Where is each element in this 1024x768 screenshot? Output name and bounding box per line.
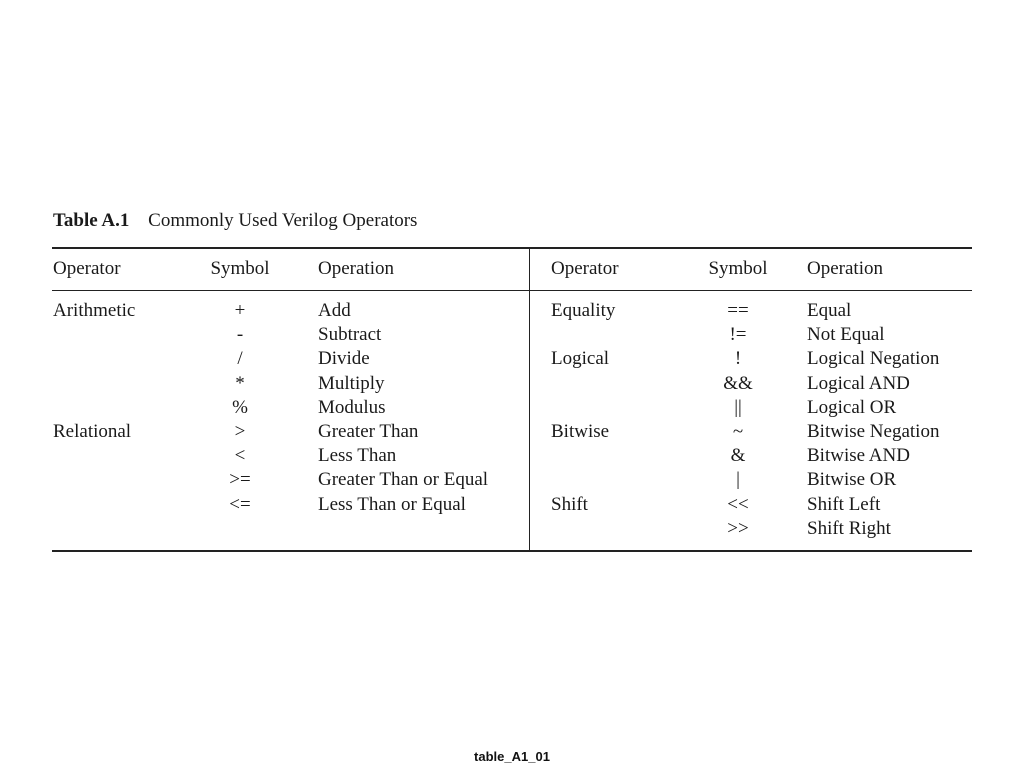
operator-symbol-cell: < <box>234 445 246 466</box>
operation-name-cell: Shift Right <box>807 518 891 539</box>
operator-symbol-cell: <= <box>229 494 251 515</box>
operation-name-cell: Shift Left <box>807 494 881 515</box>
operation-name-cell: Multiply <box>318 373 385 394</box>
table-caption <box>53 210 417 232</box>
table-label: Table A.1 <box>53 210 130 231</box>
operator-category-cell: Bitwise <box>551 421 610 442</box>
operator-symbol-cell: ~ <box>732 421 744 442</box>
operator-symbol-cell: >> <box>727 518 749 539</box>
operator-symbol-cell: || <box>734 397 742 418</box>
operation-name-cell: Greater Than or Equal <box>318 469 489 490</box>
operator-category-cell: Arithmetic <box>53 300 136 321</box>
operator-symbol-cell: + <box>234 300 246 321</box>
header-symbol-left: Symbol <box>210 258 270 279</box>
operation-name-cell: Subtract <box>318 324 382 345</box>
operation-name-cell: Divide <box>318 348 370 369</box>
table-title: Commonly Used Verilog Operators <box>148 210 418 231</box>
operation-name-cell: Not Equal <box>807 324 885 345</box>
operation-name-cell: Less Than or Equal <box>318 494 466 515</box>
operator-symbol-cell: / <box>237 348 243 369</box>
operator-symbol-cell: ! <box>734 348 742 369</box>
header-operator-left: Operator <box>53 258 121 279</box>
operation-name-cell: Modulus <box>318 397 386 418</box>
header-operation-right: Operation <box>807 258 883 279</box>
header-operator-right: Operator <box>551 258 619 279</box>
operator-symbol-cell: << <box>727 494 749 515</box>
header-symbol-right: Symbol <box>708 258 768 279</box>
operator-category-cell: Shift <box>551 494 588 515</box>
operation-name-cell: Equal <box>807 300 852 321</box>
operation-name-cell: Add <box>318 300 351 321</box>
operator-symbol-cell: | <box>736 469 740 490</box>
operator-symbol-cell: == <box>727 300 749 321</box>
operator-symbol-cell: & <box>730 445 746 466</box>
operator-symbol-cell: - <box>236 324 244 345</box>
operation-name-cell: Logical AND <box>807 373 910 394</box>
operator-symbol-cell: % <box>232 397 248 418</box>
operator-symbol-cell: > <box>234 421 246 442</box>
table-column-divider <box>529 249 530 550</box>
operation-name-cell: Logical OR <box>807 397 897 418</box>
operation-name-cell: Greater Than <box>318 421 419 442</box>
table-bottom-rule <box>52 550 972 552</box>
table-header-rule <box>52 290 972 291</box>
operation-name-cell: Logical Negation <box>807 348 940 369</box>
operator-symbol-cell: != <box>729 324 747 345</box>
operator-symbol-cell: * <box>235 373 245 394</box>
table-top-rule <box>52 247 972 249</box>
header-operation-left: Operation <box>318 258 394 279</box>
operation-name-cell: Less Than <box>318 445 397 466</box>
slide-footer-label: table_A1_01 <box>474 749 550 764</box>
operation-name-cell: Bitwise Negation <box>807 421 940 442</box>
operator-symbol-cell: && <box>723 373 753 394</box>
operation-name-cell: Bitwise AND <box>807 445 910 466</box>
operation-name-cell: Bitwise OR <box>807 469 897 490</box>
operator-symbol-cell: >= <box>229 469 251 490</box>
operator-category-cell: Equality <box>551 300 616 321</box>
operator-category-cell: Relational <box>53 421 132 442</box>
operator-category-cell: Logical <box>551 348 610 369</box>
